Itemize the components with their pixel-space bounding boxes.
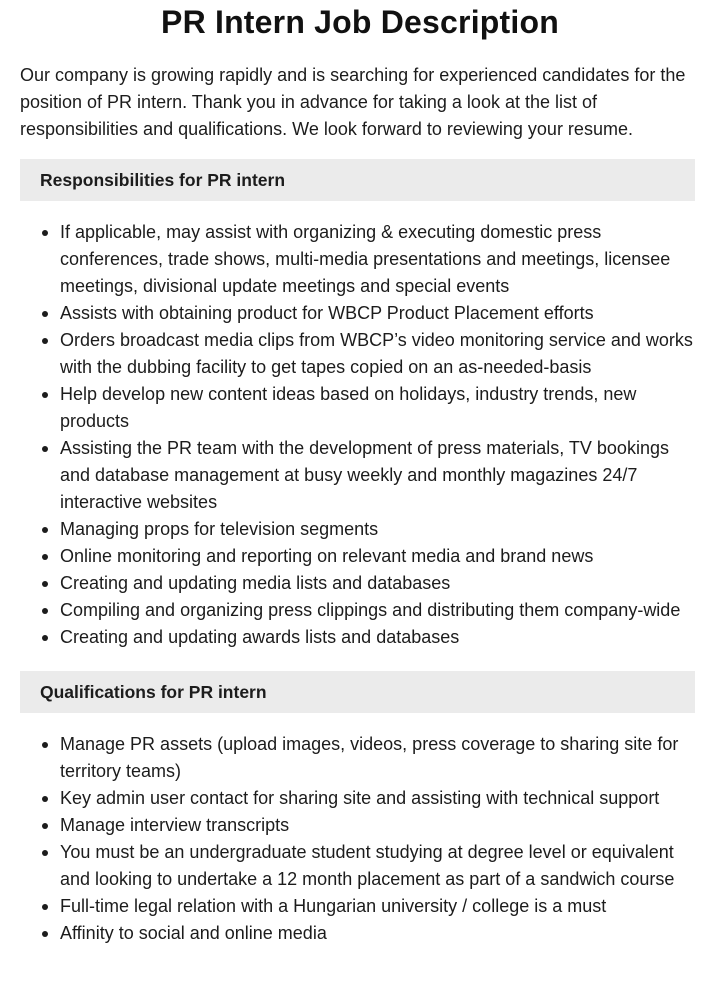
bullet-icon bbox=[42, 311, 48, 317]
bullet-icon bbox=[42, 527, 48, 533]
list-item-text: Affinity to social and online media bbox=[60, 923, 327, 943]
list-item-text: Assisting the PR team with the development of press materials, TV bookings and database management at busy weekly and monthly magazines 24/7 interactive websites bbox=[60, 438, 669, 512]
bullet-icon bbox=[42, 635, 48, 641]
list-item bbox=[20, 219, 700, 300]
list-item-text: Key admin user contact for sharing site and assisting with technical support bbox=[60, 788, 660, 808]
bullet-icon bbox=[42, 446, 48, 452]
responsibilities-heading: Responsibilities for PR intern bbox=[20, 159, 695, 201]
list-item bbox=[20, 381, 700, 435]
list-item-text: Manage interview transcripts bbox=[60, 815, 290, 835]
bullet-icon bbox=[42, 338, 48, 344]
bullet-icon bbox=[42, 796, 48, 802]
qualifications-list bbox=[20, 731, 700, 947]
list-item-text: Compiling and organizing press clippings and distributing them company-wide bbox=[60, 600, 681, 620]
bullet-icon bbox=[42, 931, 48, 937]
bullet-icon bbox=[42, 823, 48, 829]
list-item bbox=[20, 516, 700, 543]
list-item-text: Creating and updating media lists and databases bbox=[60, 573, 451, 593]
list-item bbox=[20, 785, 700, 812]
qualifications-heading: Qualifications for PR intern bbox=[20, 671, 695, 713]
bullet-icon bbox=[42, 581, 48, 587]
bullet-icon bbox=[42, 554, 48, 560]
list-item-text: Help develop new content ideas based on holidays, industry trends, new products bbox=[60, 384, 637, 431]
list-item-text: Creating and updating awards lists and databases bbox=[60, 627, 460, 647]
list-item-text: Manage PR assets (upload images, videos, press coverage to sharing site for territory teams) bbox=[60, 734, 679, 781]
bullet-icon bbox=[42, 392, 48, 398]
list-item-text: Managing props for television segments bbox=[60, 519, 379, 539]
page-title: PR Intern Job Description bbox=[161, 4, 559, 40]
list-item bbox=[20, 570, 700, 597]
bullet-icon bbox=[42, 904, 48, 910]
list-item bbox=[20, 300, 700, 327]
list-item bbox=[20, 731, 700, 785]
list-item-text: If applicable, may assist with organizing & executing domestic press conferences, trade shows, multi-media presentations and meetings, licensee meetings, divisional update meetings and special events bbox=[60, 222, 671, 296]
bullet-icon bbox=[42, 850, 48, 856]
intro-paragraph: Our company is growing rapidly and is searching for experienced candidates for the position of PR intern. Thank you in advance for taking a look at the list of responsibilities and qualifications. We look forward to reviewing your resume. bbox=[20, 65, 686, 139]
list-item bbox=[20, 893, 700, 920]
list-item bbox=[20, 839, 700, 893]
bullet-icon bbox=[42, 230, 48, 236]
list-item-text: Full-time legal relation with a Hungarian university / college is a must bbox=[60, 896, 607, 916]
list-item bbox=[20, 624, 700, 651]
list-item bbox=[20, 920, 700, 947]
list-item-text: You must be an undergraduate student studying at degree level or equivalent and looking to undertake a 12 month placement as part of a sandwich course bbox=[60, 842, 675, 889]
list-item bbox=[20, 543, 700, 570]
list-item bbox=[20, 435, 700, 516]
list-item bbox=[20, 327, 700, 381]
list-item-text: Online monitoring and reporting on relevant media and brand news bbox=[60, 546, 594, 566]
list-item-text: Orders broadcast media clips from WBCP’s video monitoring service and works with the dubbing facility to get tapes copied on an as-needed-basis bbox=[60, 330, 693, 377]
list-item bbox=[20, 597, 700, 624]
list-item-text: Assists with obtaining product for WBCP Product Placement efforts bbox=[60, 303, 594, 323]
bullet-icon bbox=[42, 608, 48, 614]
bullet-icon bbox=[42, 742, 48, 748]
responsibilities-list bbox=[20, 219, 700, 651]
list-item bbox=[20, 812, 700, 839]
